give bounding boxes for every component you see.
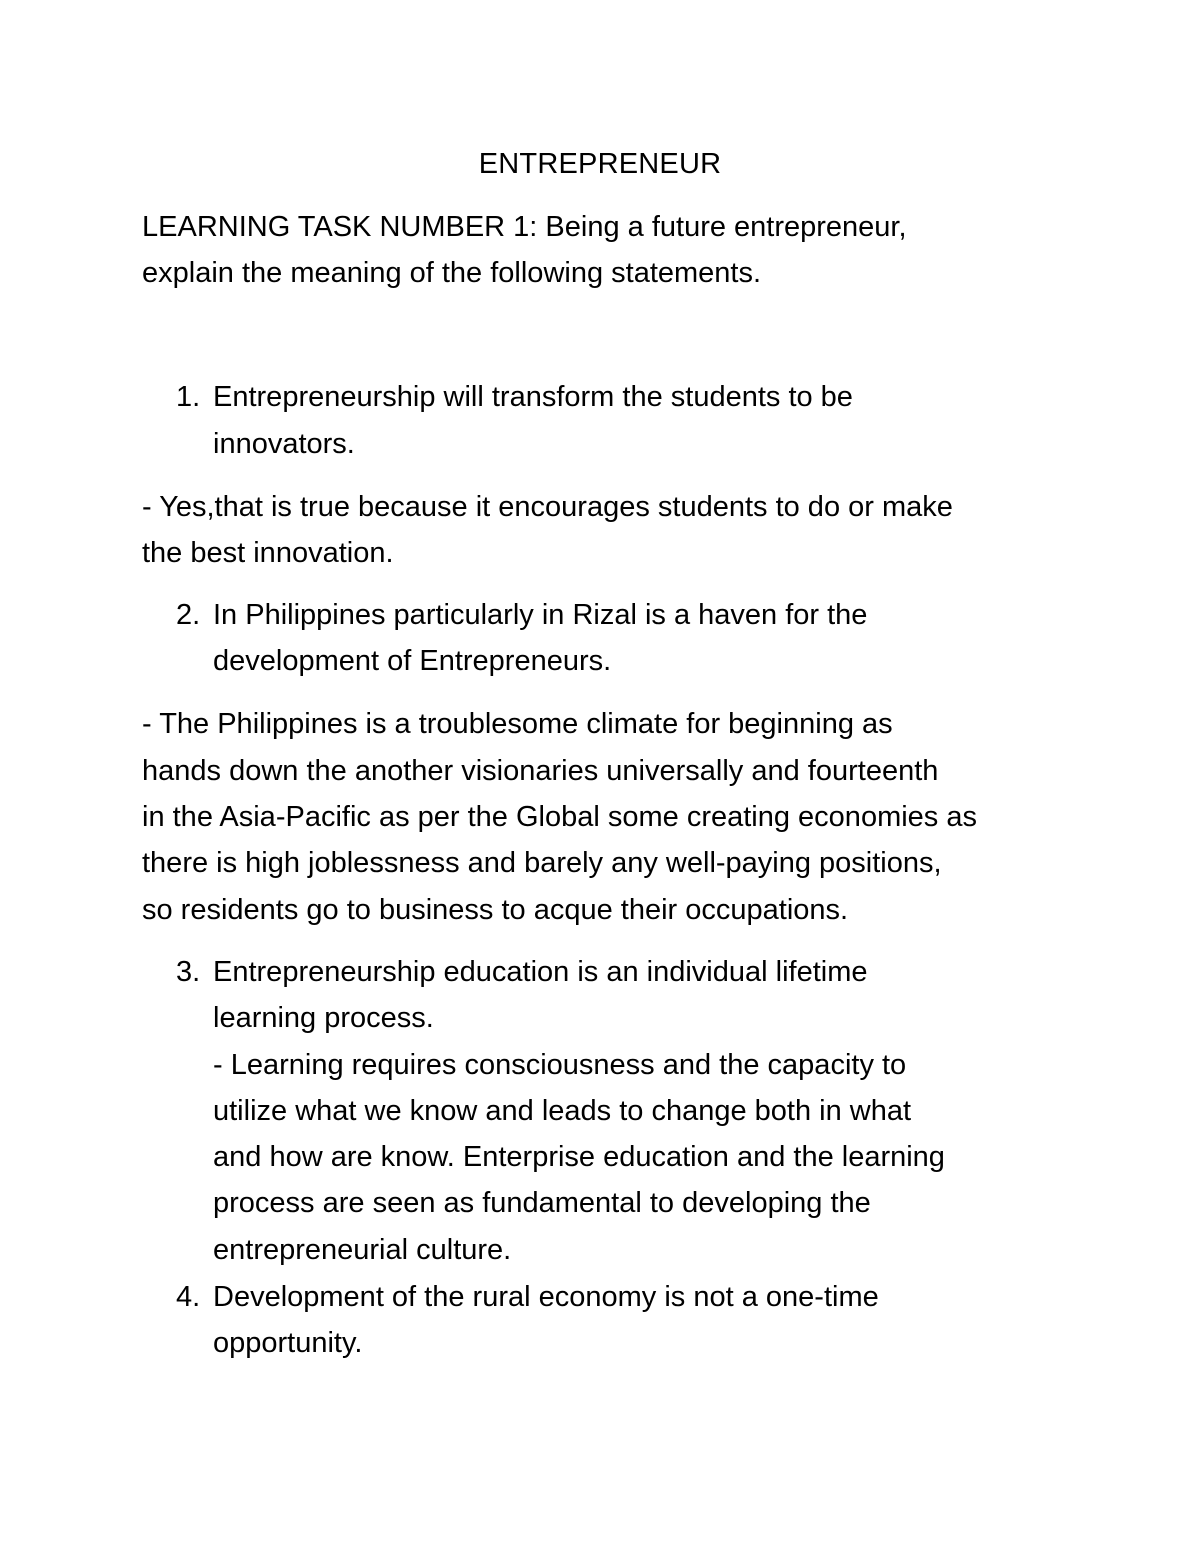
item-number: 4.	[176, 1281, 201, 1313]
item-statement-line: development of Entrepreneurs.	[213, 645, 612, 677]
document-title: ENTREPRENEUR	[478, 148, 722, 180]
item-statement-line: In Philippines particularly in Rizal is a haven for the	[213, 599, 868, 631]
item-statement-line: Entrepreneurship education is an individual lifetime	[213, 956, 868, 988]
item-answer-line: - Learning requires consciousness and the capacity to	[213, 1049, 907, 1081]
item-statement-line: learning process.	[213, 1002, 434, 1034]
item-answer-line: - Yes,that is true because it encourages students to do or make	[142, 491, 953, 523]
item-number: 1.	[176, 381, 201, 413]
item-answer-line: and how are know. Enterprise education and the learning	[213, 1141, 945, 1173]
item-answer-line: utilize what we know and leads to change both in what	[213, 1095, 912, 1127]
item-number: 3.	[176, 956, 201, 988]
item-answer-line: in the Asia-Pacific as per the Global some creating economies as	[142, 801, 977, 833]
item-answer-line: the best innovation.	[142, 537, 394, 569]
item-statement-line: innovators.	[213, 428, 355, 460]
item-answer-line: there is high joblessness and barely any well-paying positions,	[142, 847, 942, 879]
item-statement-line: Development of the rural economy is not a one-time	[213, 1281, 879, 1313]
item-answer-line: entrepreneurial culture.	[213, 1234, 512, 1266]
item-number: 2.	[176, 599, 201, 631]
item-statement-line: opportunity.	[213, 1327, 363, 1359]
task-instruction-line-1: LEARNING TASK NUMBER 1: Being a future entrepreneur,	[142, 211, 907, 243]
item-answer-line: hands down the another visionaries universally and fourteenth	[142, 755, 939, 787]
item-statement-line: Entrepreneurship will transform the students to be	[213, 381, 853, 413]
item-answer-line: process are seen as fundamental to developing the	[213, 1187, 871, 1219]
item-answer-line: so residents go to business to acque their occupations.	[142, 894, 849, 926]
item-answer-line: - The Philippines is a troublesome climate for beginning as	[142, 708, 893, 740]
task-instruction-line-2: explain the meaning of the following statements.	[142, 257, 762, 289]
